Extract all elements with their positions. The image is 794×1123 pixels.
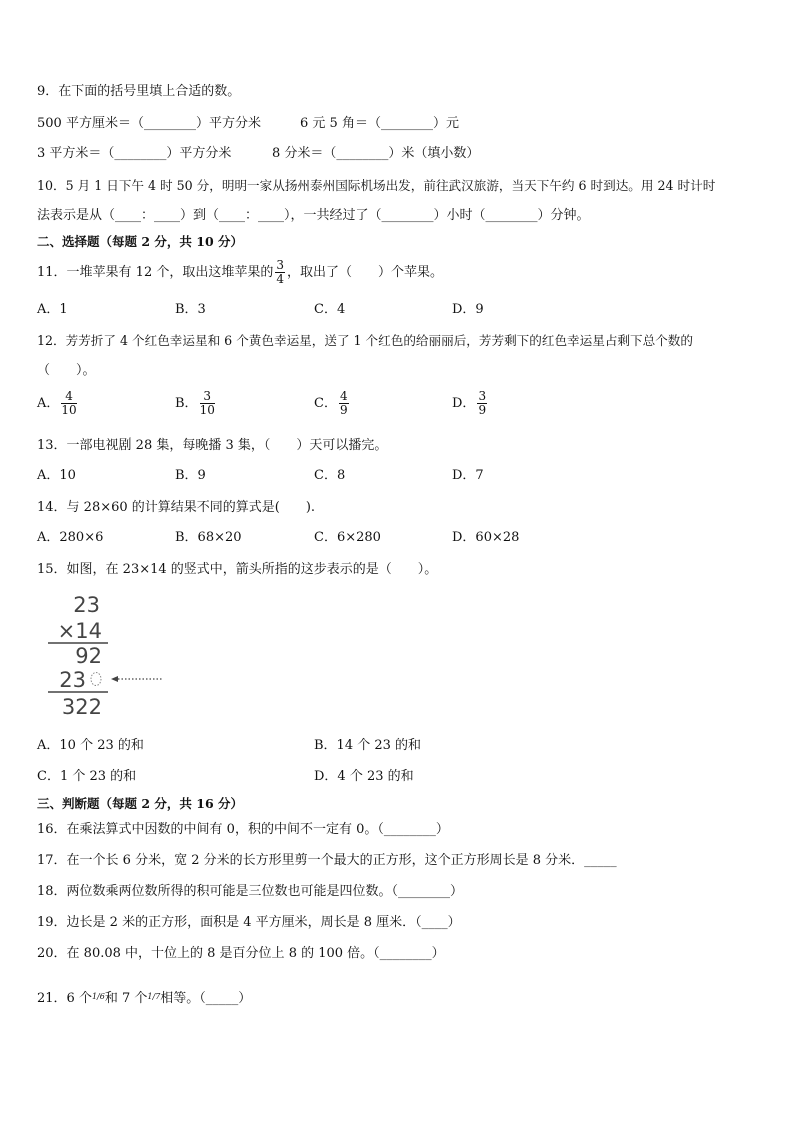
q12-option-a-label: A． <box>37 396 60 411</box>
q9-item-b: 6 元 5 角＝（________）元 <box>300 116 459 131</box>
q20-stem: 20．在 80.08 中，十位上的 8 是百分位上 8 的 100 倍。（________） <box>37 946 445 961</box>
figure-row-multiplicand: 23 <box>73 593 100 617</box>
figure-row-product: 322 <box>61 695 102 719</box>
q12-option-d-label: D． <box>452 396 476 411</box>
q9-item-d: 8 分米＝（________）米（填小数） <box>272 146 480 161</box>
q12-option-d <box>452 390 489 417</box>
q13-option-a: A．10 <box>37 468 76 483</box>
q11-option-a: A．1 <box>37 302 68 317</box>
q12-option-b-den: 10 <box>199 403 215 417</box>
q9-item-c: 3 平方米＝（________）平方分米 <box>37 146 232 161</box>
q15-option-d: D．4 个 23 的和 <box>314 769 414 784</box>
q21-f1-num: 1 <box>91 992 98 1001</box>
q10-line2: 法表示是从（____：____）到（____：____），一共经过了（________）小时（________）分钟。 <box>37 208 590 223</box>
figure-placeholder-circle <box>91 673 101 686</box>
q12-option-a-num: 4 <box>61 390 76 404</box>
q12-option-a-fraction <box>61 390 76 417</box>
q21-mid: 和 7 个 <box>104 991 148 1006</box>
q11-fraction <box>275 259 285 286</box>
q12-line1: 12．芳芳折了 4 个红色幸运星和 6 个黄色幸运星，送了 1 个红色的给丽丽后，芳芳剩下的红色幸运星占剩下总个数的 <box>37 333 693 348</box>
q12-option-d-num: 3 <box>478 389 487 403</box>
q12-option-c-num: 4 <box>339 389 348 403</box>
q13-option-d: D．7 <box>452 468 484 483</box>
section-choice-heading: 二、选择题（每题 2 分，共 10 分） <box>37 234 244 249</box>
section-judge-heading: 三、判断题（每题 2 分，共 16 分） <box>37 796 244 811</box>
q12-option-c-den: 9 <box>339 403 348 417</box>
q12-option-b-fraction <box>200 390 215 417</box>
q12-option-c-fraction <box>339 390 349 417</box>
q9-stem: 9．在下面的括号里填上合适的数。 <box>37 84 241 99</box>
q21-f2-num: 1 <box>147 992 153 1001</box>
vertical-multiplication-figure <box>44 590 174 720</box>
q10-line1: 10．5 月 1 日下午 4 时 50 分，明明一家从扬州泰州国际机场出发，前往武汉旅游，当天下午约 6 时到达。用 24 时计时 <box>37 178 716 193</box>
q21-fraction-2: 1/7 <box>147 992 161 1001</box>
q12-option-b-num: 3 <box>200 390 215 404</box>
q12-option-d-fraction <box>477 390 487 417</box>
q15-stem: 15．如图，在 23×14 的竖式中，箭头所指的这步表示的是（ ）。 <box>37 562 438 577</box>
q11-option-d: D．9 <box>452 302 484 317</box>
q15-option-a: A．10 个 23 的和 <box>37 738 144 753</box>
q11-frac-num: 3 <box>276 258 284 272</box>
q12-line2: （ ）。 <box>37 363 96 378</box>
q13-option-b: B．9 <box>175 468 206 483</box>
figure-row-partial-2: 23 <box>59 668 86 692</box>
q19-stem: 19．边长是 2 米的正方形，面积是 4 平方厘米，周长是 8 厘米．（____） <box>37 915 461 930</box>
q11-option-c: C．4 <box>314 302 346 317</box>
q12-option-b-label: B． <box>175 396 198 411</box>
q11-stem-pre: 11．一堆苹果有 12 个，取出这堆苹果的 <box>37 265 274 280</box>
q12-option-a-den: 10 <box>61 403 77 417</box>
q21-pre: 21．6 个 <box>37 991 92 1006</box>
q14-option-a: A．280×6 <box>37 530 104 545</box>
q11-stem <box>37 258 443 288</box>
q15-option-c: C．1 个 23 的和 <box>37 769 137 784</box>
q13-option-c: C．8 <box>314 468 346 483</box>
q21-post: 相等。（_____） <box>160 991 252 1006</box>
q12-option-a <box>37 390 79 417</box>
q12-option-c <box>314 390 351 417</box>
q11-option-b: B．3 <box>175 302 206 317</box>
q12-option-b <box>175 390 217 417</box>
q16-stem: 16．在乘法算式中因数的中间有 0，积的中间不一定有 0。（________） <box>37 822 449 837</box>
q21-fraction-1: 1/6 <box>91 992 105 1001</box>
q11-frac-den: 4 <box>276 272 284 286</box>
q14-option-b: B．68×20 <box>175 530 242 545</box>
figure-row-multiplier: ×14 <box>57 619 102 643</box>
q12-option-c-label: C． <box>314 396 337 411</box>
q21-stem <box>37 990 251 1008</box>
q14-stem: 14．与 28×60 的计算结果不同的算式是( ). <box>37 500 316 515</box>
arrow-icon <box>111 676 118 682</box>
q14-option-c: C．6×280 <box>314 530 381 545</box>
q14-option-d: D．60×28 <box>452 530 520 545</box>
q9-item-a: 500 平方厘米＝（________）平方分米 <box>37 116 261 131</box>
q21-f1-den: 6 <box>99 992 105 1001</box>
q11-stem-post: ，取出了（ ）个苹果。 <box>287 265 444 280</box>
q13-stem: 13．一部电视剧 28 集，每晚播 3 集，（ ）天可以播完。 <box>37 438 388 453</box>
q15-option-b: B．14 个 23 的和 <box>314 738 422 753</box>
q17-stem: 17．在一个长 6 分米，宽 2 分米的长方形里剪一个最大的正方形，这个正方形周长是 8 分米．_____ <box>37 853 617 868</box>
q12-option-d-den: 9 <box>478 403 487 417</box>
q18-stem: 18．两位数乘两位数所得的积可能是三位数也可能是四位数。（________） <box>37 884 464 899</box>
q21-f2-den: 7 <box>155 992 161 1001</box>
figure-row-partial-1: 92 <box>75 644 102 668</box>
